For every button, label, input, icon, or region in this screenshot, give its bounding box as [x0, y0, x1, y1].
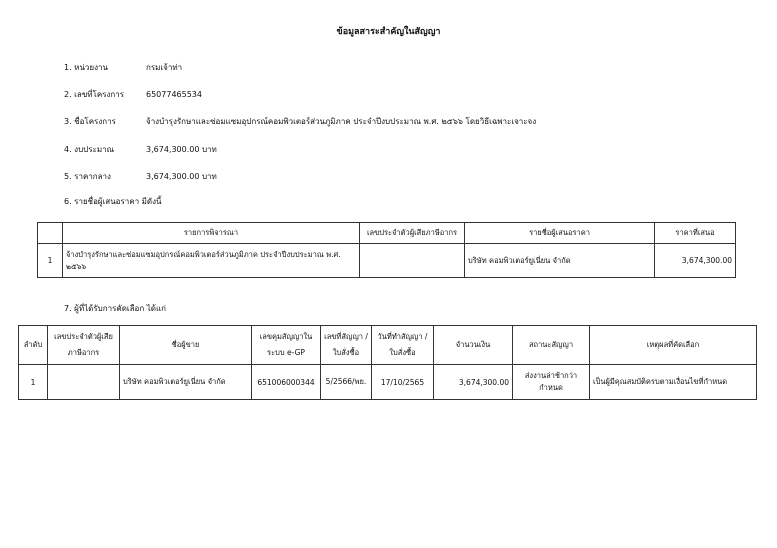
- table-header-row: [38, 223, 736, 244]
- header-tax-id: เลขประจำตัวผู้เสียภาษีอากร: [48, 326, 120, 365]
- field-agency: [64, 61, 182, 74]
- field-label: 5. ราคากลาง: [64, 172, 111, 181]
- row-number: 1: [19, 365, 48, 400]
- header-contract-no: เลขที่สัญญา / ใบสั่งซื้อ: [321, 326, 372, 365]
- field-value: จ้างบำรุงรักษาและซ่อมแซมอุปกรณ์คอมพิวเตอร์ส่วนภูมิภาค ประจำปีงบประมาณ พ.ศ. ๒๕๖๖ โดยวิธีเฉพาะเจาะจง: [146, 117, 537, 126]
- field-value: 3,674,300.00 บาท: [146, 145, 217, 154]
- header-tax-id: เลขประจำตัวผู้เสียภาษีอากร: [360, 223, 465, 244]
- row-tax-id: [48, 365, 120, 400]
- row-item: จ้างบำรุงรักษาและซ่อมแซมอุปกรณ์คอมพิวเตอร์ส่วนภูมิภาค ประจำปีงบประมาณ พ.ศ. ๒๕๖๖: [63, 244, 360, 278]
- header-price: ราคาที่เสนอ: [655, 223, 736, 244]
- table-header-row: [19, 326, 757, 365]
- bidders-table: [37, 222, 736, 278]
- field-median-price: [64, 170, 217, 183]
- field-value: กรมเจ้าท่า: [146, 63, 183, 72]
- field-label: 2. เลขที่โครงการ: [64, 90, 125, 99]
- selected-vendor-table: [18, 325, 757, 400]
- header-egp: เลขคุมสัญญาในระบบ e-GP: [252, 326, 321, 365]
- field-label: 3. ชื่อโครงการ: [64, 117, 116, 126]
- header-vendor: ชื่อผู้ขาย: [120, 326, 252, 365]
- row-amount: 3,674,300.00: [434, 365, 513, 400]
- field-label: 1. หน่วยงาน: [64, 63, 108, 72]
- field-label: 4. งบประมาณ: [64, 145, 115, 154]
- row-egp-number: 651006000344: [252, 365, 321, 400]
- row-contract-date: 17/10/2565: [372, 365, 434, 400]
- row-vendor: บริษัท คอมพิวเตอร์ยูเนี่ยน จำกัด: [120, 365, 252, 400]
- header-blank: [38, 223, 63, 244]
- row-price: 3,674,300.00: [655, 244, 736, 278]
- table-row: [19, 365, 757, 400]
- row-bidder: บริษัท คอมพิวเตอร์ยูเนี่ยน จำกัด: [465, 244, 655, 278]
- table-row: [38, 244, 736, 278]
- header-status: สถานะสัญญา: [513, 326, 590, 365]
- field-value: 3,674,300.00 บาท: [146, 172, 217, 181]
- field-budget: [64, 143, 217, 156]
- row-status: ส่งงานล่าช้ากว่ากำหนด: [513, 365, 590, 400]
- section-selected-heading: 7. ผู้ที่ได้รับการคัดเลือก ได้แก่: [64, 304, 166, 313]
- page-title: ข้อมูลสาระสำคัญในสัญญา: [336, 27, 441, 37]
- header-reason: เหตุผลที่คัดเลือก: [590, 326, 757, 365]
- row-contract-number: 5/2566/พย.: [321, 365, 372, 400]
- row-number: 1: [38, 244, 63, 278]
- header-item: รายการพิจารณา: [63, 223, 360, 244]
- section-bidders-heading: 6. รายชื่อผู้เสนอราคา มีดังนี้: [64, 197, 162, 206]
- field-project-name: [64, 115, 536, 128]
- header-date: วันที่ทำสัญญา / ใบสั่งซื้อ: [372, 326, 434, 365]
- header-amount: จำนวนเงิน: [434, 326, 513, 365]
- row-tax-id: [360, 244, 465, 278]
- field-value: 65077465534: [146, 90, 202, 99]
- header-order: ลำดับ: [19, 326, 48, 365]
- row-reason: เป็นผู้มีคุณสมบัติครบตามเงื่อนไขที่กำหนด: [590, 365, 757, 400]
- field-project-number: [64, 88, 202, 101]
- header-bidder: รายชื่อผู้เสนอราคา: [465, 223, 655, 244]
